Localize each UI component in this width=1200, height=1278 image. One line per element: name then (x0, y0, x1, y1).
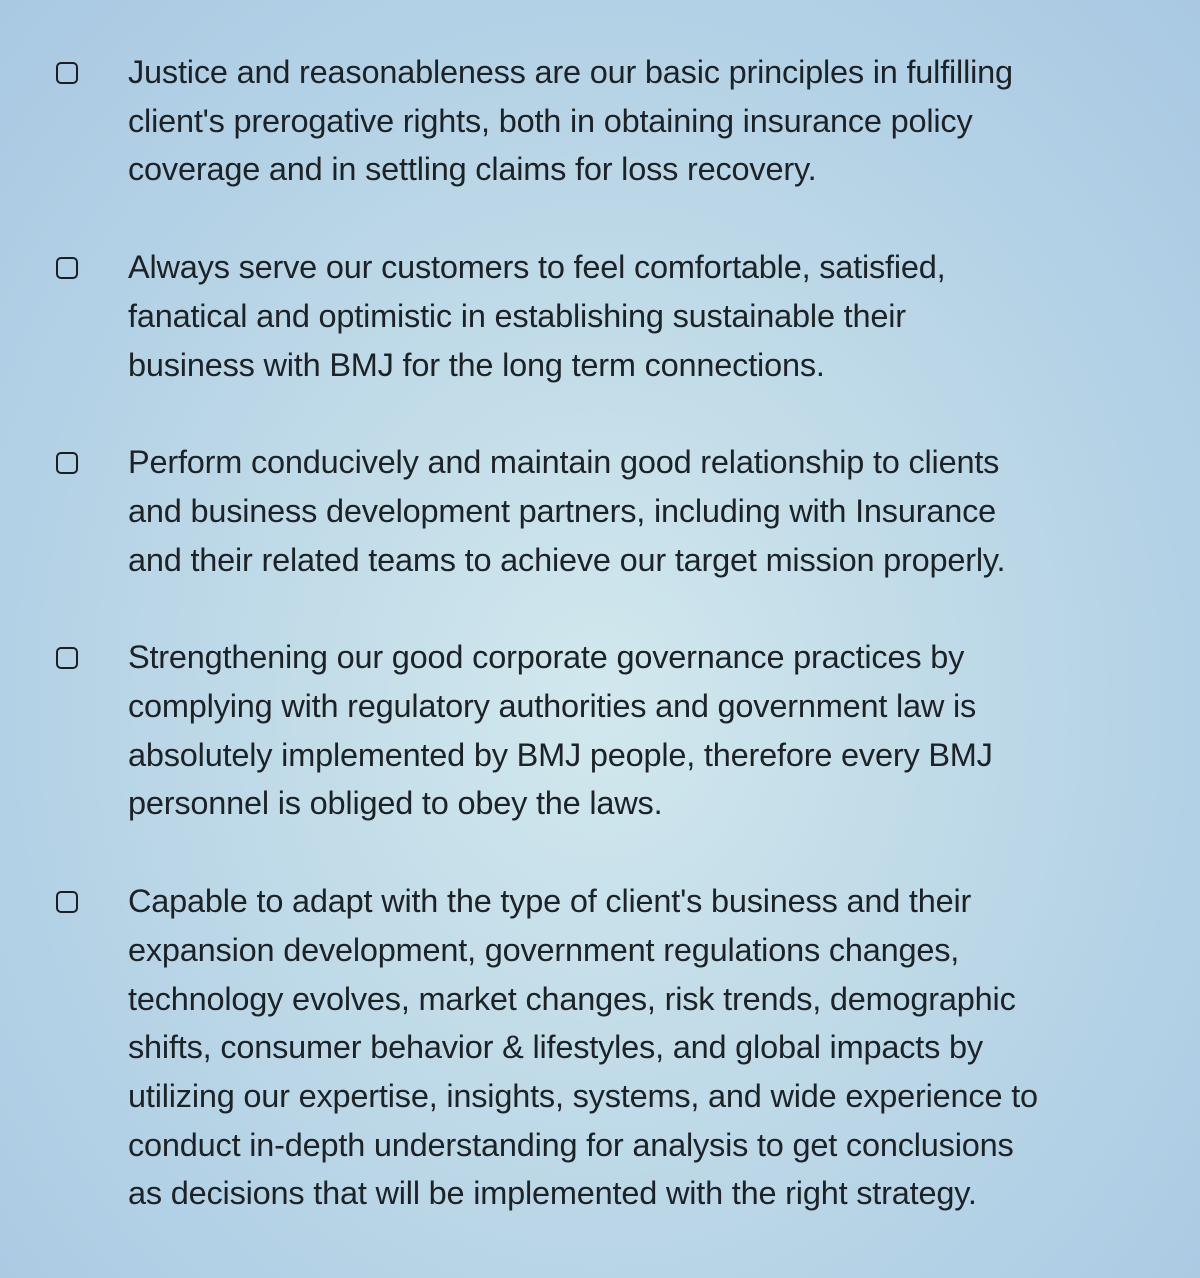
list-item-text: Capable to adapt with the type of client's business and their expansion development, government regulations changes, technology evolves, market changes, risk trends, demographic shifts, consumer behavior & lifestyles, and global impacts by utilizing our expertise, insights, systems, and wide experience to conduct in-depth understanding for analysis to get conclusions as decisions that will be implemented with the right strategy. (128, 883, 1038, 1212)
checkbox-icon (56, 891, 78, 913)
list-item (0, 243, 1200, 389)
list-item-text: Strengthening our good corporate governance practices by complying with regulatory authorities and government law is absolutely implemented by BMJ people, therefore every BMJ personnel is obliged to obey the laws. (128, 639, 993, 822)
list-item (0, 438, 1200, 584)
principles-list (0, 48, 1200, 1267)
checkbox-icon (56, 257, 78, 279)
list-item (0, 877, 1200, 1218)
list-item (0, 633, 1200, 828)
checkbox-icon (56, 62, 78, 84)
checkbox-icon (56, 647, 78, 669)
list-item-text: Perform conducively and maintain good relationship to clients and business development partners, including with Insurance and their related teams to achieve our target mission properly. (128, 444, 1006, 578)
list-item-text: Justice and reasonableness are our basic principles in fulfilling client's prerogative rights, both in obtaining insurance policy coverage and in settling claims for loss recovery. (128, 54, 1013, 188)
list-item-text: Always serve our customers to feel comfortable, satisfied, fanatical and optimistic in establishing sustainable their business with BMJ for the long term connections. (128, 249, 946, 383)
list-item (0, 48, 1200, 194)
checkbox-icon (56, 452, 78, 474)
